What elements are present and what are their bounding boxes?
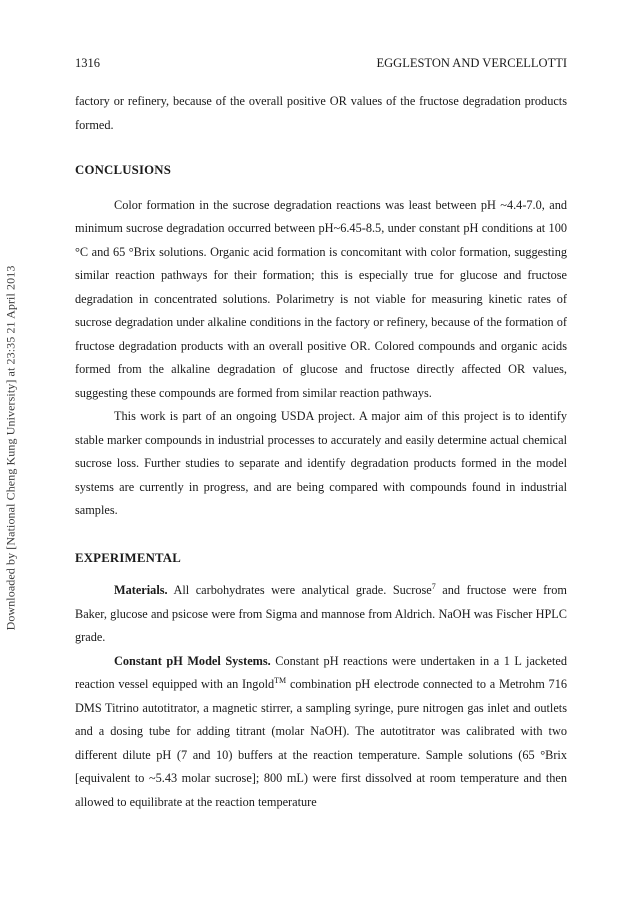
constant-ph-run-in-head: Constant pH Model Systems. bbox=[114, 653, 271, 668]
section-heading-conclusions: CONCLUSIONS bbox=[75, 163, 172, 177]
constant-ph-paragraph bbox=[75, 650, 567, 815]
page-header bbox=[75, 56, 567, 71]
carryover-paragraph: factory or refinery, because of the overall positive OR values of the fructose degradation products formed. bbox=[75, 94, 567, 132]
conclusions-paragraph-2: This work is part of an ongoing USDA project. A major aim of this project is to identify stable marker compounds in industrial processes to accurately and easily determine actual chemical sucrose loss. Further studies to separate and identify degradation products formed in the model systems are currently in progress, and are being compared with compounds found in industrial samples. bbox=[75, 409, 567, 517]
download-watermark bbox=[1, 0, 21, 915]
materials-text-a: All carbohydrates were analytical grade. Sucrose bbox=[167, 583, 432, 597]
footnote-ref-7: 7 bbox=[431, 581, 436, 591]
section-heading-experimental: EXPERIMENTAL bbox=[75, 550, 181, 565]
constant-ph-text-b: combination pH electrode connected to a Metrohm 716 DMS Titrino autotitrator, a magnetic stirrer, a sampling syringe, pure nitrogen gas inlet and outlets and a dosing tube for adding titrant (molar NaOH). The autotitrator was calibrated with two different dilute pH (7 and 10) buffers at the reaction temperature. Sample solutions (65 °Brix [equivalent to ~5.43 molar sucrose]; 800 mL) were first dissolved at room temperature and then allowed to equilibrate at the reaction temperature bbox=[75, 677, 567, 809]
body-text bbox=[75, 90, 567, 814]
watermark-text: Downloaded by [National Cheng Kung University] at 23:35 21 April 2013 bbox=[3, 265, 18, 631]
materials-text-b: and fructose were from Baker, glucose and psicose were from Sigma and mannose from Aldrich. NaOH was Fischer HPLC grade. bbox=[75, 583, 567, 644]
constant-ph-text-a: Constant pH reactions were undertaken in a 1 L jacketed reaction vessel equipped with an Ingold bbox=[75, 653, 567, 691]
trademark-sup: TM bbox=[274, 675, 287, 685]
conclusions-paragraph-1: Color formation in the sucrose degradation reactions was least between pH ~4.4-7.0, and minimum sucrose degradation occurred between pH~6.45-8.5, under constant pH conditions at 100 °C and 65 °Brix solutions. Organic acid formation is concomitant with color formation, suggesting similar reaction pathways for their formation; this is especially true for glucose and fructose degradation in concentrated solutions. Polarimetry is not viable for measuring kinetic rates of sucrose degradation under alkaline conditions in the factory or refinery, because of the formation of fructose degradation products with an overall positive OR. Colored compounds and organic acids formed from the alkaline degradation of glucose and fructose directly affected OR values, suggesting these compounds are formed from similar reaction pathways. bbox=[75, 197, 567, 400]
materials-run-in-head: Materials. bbox=[114, 583, 168, 597]
running-title: EGGLESTON AND VERCELLOTTI bbox=[376, 56, 567, 70]
materials-paragraph bbox=[75, 579, 567, 650]
page-number: 1316 bbox=[75, 56, 100, 70]
